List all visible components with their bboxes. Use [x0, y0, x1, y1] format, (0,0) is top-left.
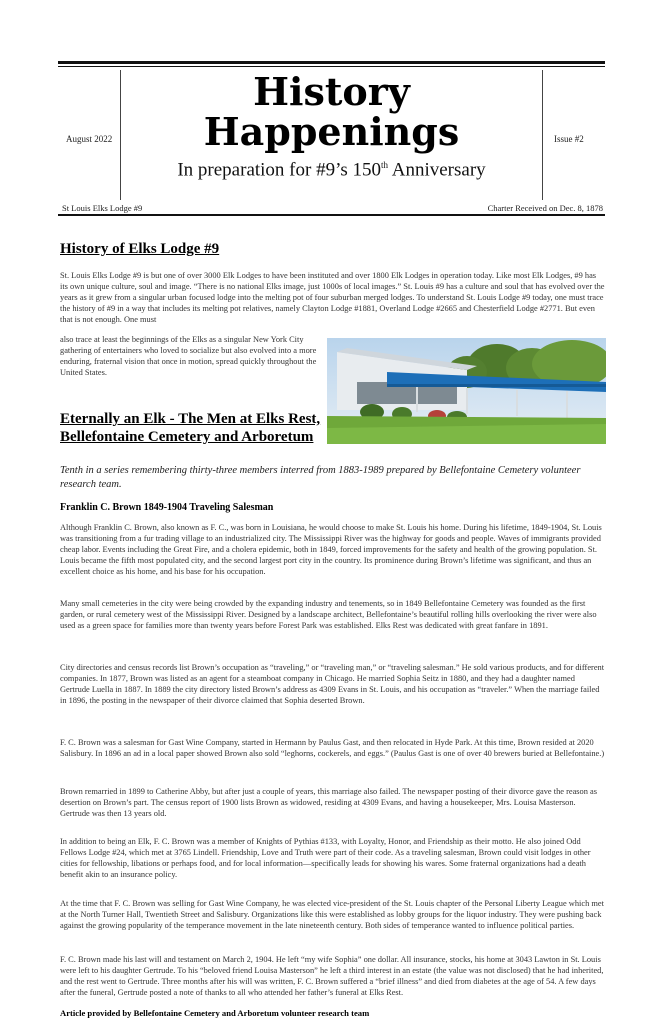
- lodge-building-illustration: [327, 338, 606, 444]
- subtitle-superscript: th: [381, 160, 389, 170]
- newsletter-title-line1: History: [253, 69, 410, 114]
- newsletter-subtitle: [0, 154, 663, 181]
- subtitle-text: In preparation for #9’s 150: [177, 159, 382, 181]
- series-note: Tenth in a series remembering thirty-three members interred from 1883-1989 prepared by Bellefontaine Cemetery volunteer research team.: [60, 465, 581, 490]
- lodge-building-photo: [327, 338, 606, 444]
- lodge-name: St Louis Elks Lodge #9: [62, 203, 143, 213]
- subtitle-text-end: Anniversary: [388, 159, 486, 181]
- issue-number: Issue #2: [554, 134, 584, 144]
- elk-heading-line1: Eternally an Elk - The Men at Elks Rest,: [60, 411, 321, 427]
- body-paragraph-1: Although Franklin C. Brown, also known as F. C., was born in Louisiana, he would choose to make St. Louis his home. During his lifetime, 1849-1904, St. Louis was transitioning from a fur trading village to an industrialized city. The Mississippi River was the highway for goods and people. Waves of immigrants provided cheap labor. Events including the Great Fire, and a cholera epidemic, both in 1849, forced improvements for the safety and health of the growing population. St. Louis became the fifth most populated city, and the second largest port city in the country. Its prominence during Brown’s lifetime was significant, and thus an excellent choice as his home, and his base for his occupation.: [60, 523, 602, 576]
- elk-heading-line2: Bellefontaine Cemetery and Arboretum: [60, 429, 314, 445]
- masthead-top-rule: [58, 61, 605, 64]
- history-intro-wrap-paragraph: also trace at least the beginnings of the Elks as a singular New York City gathering of entertainers who loved to socialize but also evolved into a more enduring, fraternal vision that once in motion, spread quickly throughout the United States.: [60, 335, 317, 377]
- body-paragraph-5: Brown remarried in 1899 to Catherine Abby, but after just a couple of years, this marriage also failed. The newspaper posting of their divorce gave the reason as desertion on Brown’s part. The census report of 1900 lists Brown as widowed, residing at 4309 Evans, and having a housekeeper, Mrs. Louisa Masterson. Gertrude was then 13 years old.: [60, 787, 597, 818]
- newsletter-title-line2: Happenings: [203, 109, 460, 154]
- body-paragraph-3: City directories and census records list Brown’s occupation as “traveling,” or “traveling man,” or “traveling salesman.” He sold various products, and for different companies. In 1877, Brown was listed as an agent for a steamboat company in Chicago. He married Sophia Seitz in 1880, and they had a daughter named Gertrude Luella in 1887. In 1889 the city directory listed Brown’s address as 4309 Evans in St. Louis, and his occupation as “traveler.” When the marriage failed in 1896, the posting in the newspaper of their divorce claimed that Sophia deserted Brown.: [60, 663, 605, 705]
- body-paragraph-8: F. C. Brown made his last will and testament on March 2, 1904. He left “my wife Sophia” one dollar. All insurance, stocks, his home at 3043 Lawton in St. Louis were left to his daughter Gertrude. To his “beloved friend Louisa Masterson” he left a third interest in an estate (the value was not disclosed) that he had inherited, and the rest went to Gertrude. Three months after his will was written, F. C. Brown suffered a “brief illness” and died from diabetes at the age of 54. A few days after the funeral, Gertrude posted a note of thanks to all who attended her father’s funeral at Elks Rest.: [60, 955, 604, 997]
- issue-date: August 2022: [66, 134, 113, 144]
- body-paragraph-4: F. C. Brown was a salesman for Gast Wine Company, started in Hermann by Paulus Gast, and then relocated in Hyde Park. At this time, Brown resided at 2020 Salisbury. In 1896 an ad in a local paper showed Brown also sold “leghorns, cockerels, and eggs.” (Paulus Gast is one of over 40 brewers buried at Bellefontaine.): [60, 738, 605, 758]
- masthead-top-rule-thin: [58, 66, 605, 67]
- person-heading: Franklin C. Brown 1849-1904 Traveling Salesman: [60, 502, 274, 513]
- history-intro-paragraph: St. Louis Elks Lodge #9 is but one of over 3000 Elk Lodges to have been instituted and over 1800 Elk Lodges in operation today. Like most Elk Lodges, #9 has its own unique culture, soul and image. “There is no national Elks image, just 1000s of local images.” St. Louis #9 has a culture and soul that has evolved over the years as it grew from a singular urban focused lodge into the melting pot of four suburban merged lodges. To understand St. Louis Lodge #9 today, one must trace the history of #9 in a way that includes its melting pot relatives, namely Clayton Lodge #1881, Overland Lodge #2665 and Chesterfield Lodge #2771. But even that is not enough. One must: [60, 271, 605, 324]
- history-heading: History of Elks Lodge #9: [60, 241, 220, 257]
- charter-date: Charter Received on Dec. 8, 1878: [487, 203, 603, 213]
- body-paragraph-7: At the time that F. C. Brown was selling for Gast Wine Company, he was elected vice-president of the St. Louis chapter of the Personal Liberty League which met at the North Turner Hall, Twentieth Street and Salisbury. Organizations like this were established as lobby groups for the liquor industry. They were pushing back against the growing popularity of the temperance movement in the late nineteenth century. Both sides of temperance wanted to influence political parties.: [60, 899, 604, 930]
- body-paragraph-6: In addition to being an Elk, F. C. Brown was a member of Knights of Pythias #133, with Loyalty, Honor, and Friendship as their motto. He also joined Odd Fellows Lodge #24, which met at 3765 Lindell. Friendship, Love and Truth were part of their code. As a traveling salesman, Brown could visit lodges in other cities for fellowship, libations or perhaps food, and for local information—specifically leads for showing his wares. Some fraternal organizations had a death benefit akin to an insurance policy.: [60, 837, 591, 879]
- masthead-bottom-rule: [58, 214, 605, 216]
- article-credit: Article provided by Bellefontaine Cemetery and Arboretum volunteer research team: [60, 1008, 370, 1018]
- body-paragraph-2: Many small cemeteries in the city were being crowded by the expanding industry and tenements, so in 1849 Bellefontaine Cemetery was founded as the first garden, or rural cemetery west of the Mississippi River. Designed by a landscape architect, Bellefontaine’s beautiful rolling hills overlooking the river were also used as a green space for families more than twenty years before Forest Park was established. Elks Rest was dedicated with great fanfare in 1891.: [60, 599, 597, 630]
